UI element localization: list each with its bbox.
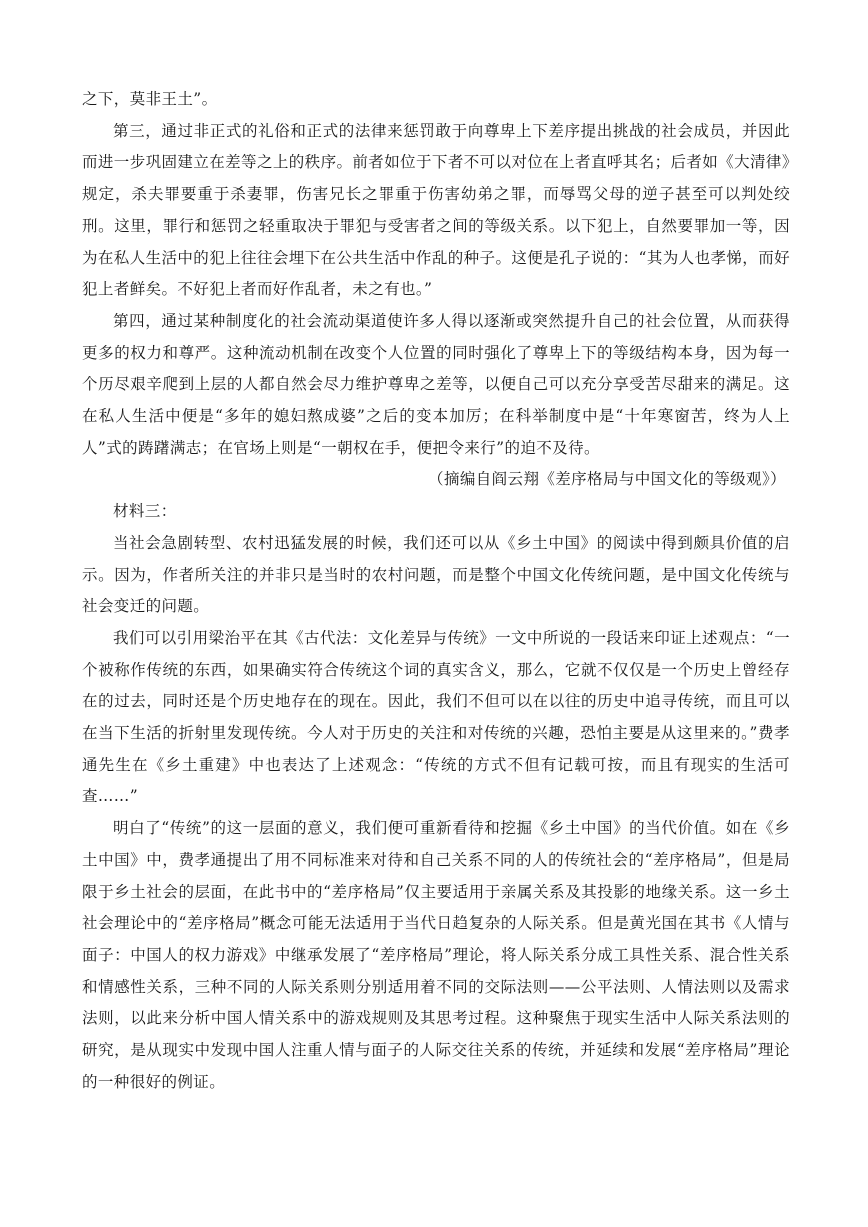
source-citation: （摘编自阎云翔《差序格局与中国文化的等级观》） [428, 470, 786, 489]
document-page [82, 84, 790, 1099]
paragraph-fourth-point: 第四，通过某种制度化的社会流动渠道使许多人得以逐渐或突然提升自己的社会位置，从而获得更多的权力和尊严。这种流动机制在改变个人位置的同时强化了尊卑上下的等级结构本身，因为每一个历尽艰辛爬到上层的人都自然会尽力维护尊卑之差等，以便自己可以充分享受苦尽甜来的满足。这在私人生活中便是“多年的媳妇熬成婆”之后的变本加厉；在科举制度中是“十年寒窗苦，终为人上人”式的踌躇满志；在官场上则是“一朝权在手，便把令来行”的迫不及待。 [82, 311, 790, 457]
paragraph-material-three-intro: 当社会急剧转型、农村迅猛发展的时候，我们还可以从《乡土中国》的阅读中得到颇具价值的启示。因为，作者所关注的并非只是当时的农村问题，而是整个中国文化传统问题，是中国文化传统与社会变迁的问题。 [82, 533, 790, 616]
paragraph-liang-quote: 我们可以引用梁治平在其《古代法：文化差异与传统》一文中所说的一段话来印证上述观点：“一个被称作传统的东西，如果确实符合传统这个词的真实含义，那么，它就不仅仅是一个历史上曾经存在的过去，同时还是个历史地存在的现在。因此，我们不但可以在以往的历史中追寻传统，而且可以在当下生活的折射里发现传统。今人对于历史的关注和对传统的兴趣，恐怕主要是从这里来的。”费孝通先生在《乡土重建》中也表达了上述观念：“传统的方式不但有记载可按，而且有现实的生活可查……” [82, 628, 790, 806]
paragraph-contemporary-value: 明白了“传统”的这一层面的意义，我们便可重新看待和挖掘《乡土中国》的当代价值。如在《乡土中国》中，费孝通提出了用不同标准来对待和自己关系不同的人的传统社会的“差序格局”，但是局限于乡土社会的层面，在此书中的“差序格局”仅主要适用于亲属关系及其投影的地缘关系。这一乡土社会理论中的“差序格局”概念可能无法适用于当代日趋复杂的人际关系。但是黄光国在其书《人情与面子：中国人的权力游戏》中继承发展了“差序格局”理论，将人际关系分成工具性关系、混合性关系和情感性关系，三种不同的人际关系则分别适用着不同的交际法则——公平法则、人情法则以及需求法则，以此来分析中国人情关系中的游戏规则及其思考过程。这种聚焦于现实生活中人际关系法则的研究，是从现实中发现中国人注重人情与面子的人际交往关系的传统，并延续和发展“差序格局”理论的一种很好的例证。 [82, 819, 790, 1091]
paragraph-continuation: 之下，莫非王土”。 [82, 90, 218, 108]
paragraph-third-point: 第三，通过非正式的礼俗和正式的法律来惩罚敢于向尊卑上下差序提出挑战的社会成员，并因此而进一步巩固建立在差等之上的秩序。前者如位于下者不可以对位在上者直呼其名；后者如《大清律》规定，杀夫罪要重于杀妻罪，伤害兄长之罪重于伤害幼弟之罪，而辱骂父母的逆子甚至可以判处绞刑。这里，罪行和惩罚之轻重取决于罪犯与受害者之间的等级关系。以下犯上，自然要罪加一等，因为在私人生活中的犯上往往会埋下在公共生活中作乱的种子。这便是孔子说的：“其为人也孝悌，而好犯上者鲜矣。不好犯上者而好作乱者，未之有也。” [82, 121, 790, 299]
material-three-heading: 材料三： [113, 502, 177, 521]
